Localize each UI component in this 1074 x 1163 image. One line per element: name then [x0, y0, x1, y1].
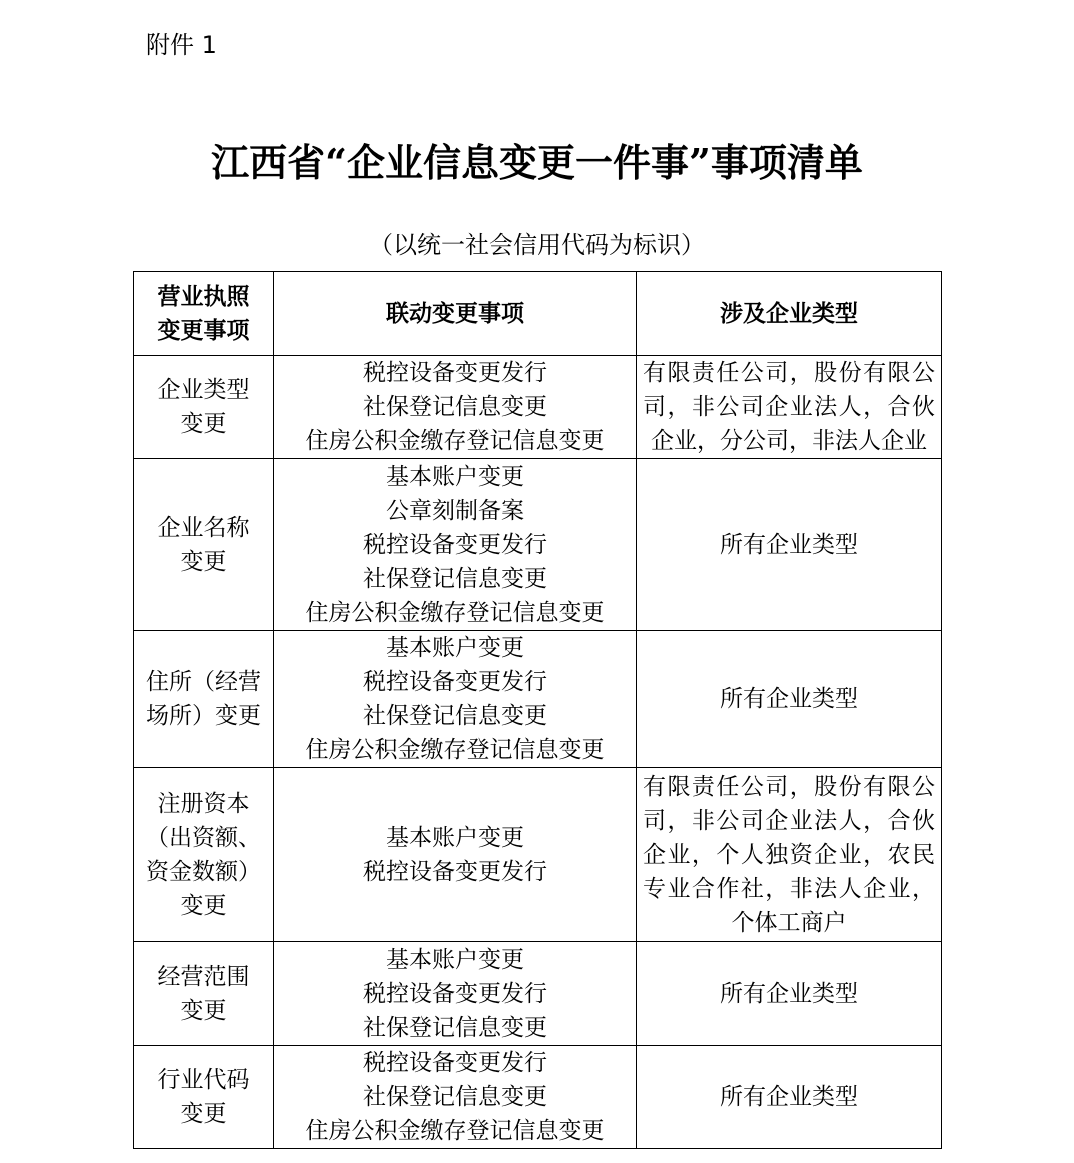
cell-text-line: 企业类型 [157, 377, 250, 403]
cell-text-line: 变更 [180, 1101, 227, 1127]
cell-text: 所有企业类型 [720, 980, 858, 1007]
change-item-cell [134, 942, 274, 1046]
change-item-cell [134, 768, 274, 942]
cell-text-line: 税控设备变更发行 [363, 669, 547, 695]
cell-text-line: 基本账户变更 [386, 946, 524, 973]
cell-text-line: 住房公积金缴存登记信息变更 [305, 428, 605, 454]
linked-changes-cell [274, 768, 637, 942]
cell-text: 所有企业类型 [720, 531, 858, 558]
table-header-row [134, 272, 942, 356]
cell-text-line: 基本账户变更 [386, 635, 524, 661]
cell-text-line: 住房公积金缴存登记信息变更 [305, 737, 605, 763]
cell-text: 有限责任公司，股份有限公司，非公司企业法人，合伙企业，个人独资企业，农民专业合作社，非法人企业，个体工商户 [643, 773, 935, 936]
document-subtitle: （以统一社会信用代码为标识） [369, 231, 705, 259]
cell-text-line: 税控设备变更发行 [363, 360, 547, 386]
enterprise-types-cell [637, 942, 942, 1046]
cell-text-line: 税控设备变更发行 [363, 531, 547, 558]
cell-text-line: 注册资本 [157, 790, 250, 817]
table-row [134, 768, 942, 942]
change-item-cell [134, 1046, 274, 1149]
header-text-line: 营业执照 [157, 282, 250, 310]
cell-text-line: 住所（经营 [146, 669, 261, 695]
enterprise-types-cell [637, 768, 942, 942]
cell-text-line: 社保登记信息变更 [363, 394, 547, 420]
linked-changes-cell [274, 356, 637, 459]
cell-text-line: 场所）变更 [146, 703, 261, 729]
cell-text-line: 住房公积金缴存登记信息变更 [305, 599, 605, 626]
cell-text-line: 变更 [180, 997, 227, 1024]
cell-text-line: 税控设备变更发行 [363, 1050, 547, 1076]
cell-text-line: 企业名称 [157, 514, 250, 541]
enterprise-types-cell [637, 459, 942, 631]
cell-text-line: 税控设备变更发行 [363, 858, 547, 885]
header-linked-changes [274, 272, 637, 356]
table-row [134, 631, 942, 768]
cell-text-line: 公章刻制备案 [386, 497, 524, 524]
cell-text-line: 社保登记信息变更 [363, 565, 547, 592]
header-text-line: 变更事项 [157, 316, 250, 344]
cell-text-line: 变更 [180, 548, 227, 575]
enterprise-types-cell [637, 1046, 942, 1149]
cell-text-line: 基本账户变更 [386, 463, 524, 490]
change-item-cell [134, 459, 274, 631]
linked-changes-cell [274, 459, 637, 631]
cell-text-line: 变更 [180, 411, 227, 437]
annex-label: 附件 1 [146, 31, 217, 59]
table-row [134, 459, 942, 631]
enterprise-types-cell [637, 356, 942, 459]
header-enterprise-types [637, 272, 942, 356]
table-row [134, 942, 942, 1046]
linked-changes-cell [274, 631, 637, 768]
header-text-line: 联动变更事项 [386, 299, 524, 327]
header-license-change-item [134, 272, 274, 356]
items-table [133, 271, 942, 1149]
cell-text-line: 基本账户变更 [386, 824, 524, 851]
table-row [134, 1046, 942, 1149]
cell-text-line: 资金数额） [146, 858, 261, 885]
cell-text-line: 行业代码 [157, 1067, 250, 1093]
change-item-cell [134, 631, 274, 768]
cell-text-line: 住房公积金缴存登记信息变更 [305, 1118, 605, 1144]
header-text-line: 涉及企业类型 [720, 299, 858, 327]
cell-text-line: 经营范围 [157, 963, 250, 990]
enterprise-types-cell [637, 631, 942, 768]
cell-text-line: （出资额、 [146, 824, 261, 851]
cell-text: 所有企业类型 [720, 686, 858, 712]
cell-text-line: 变更 [180, 892, 227, 919]
change-item-cell [134, 356, 274, 459]
cell-text-line: 社保登记信息变更 [363, 1084, 547, 1110]
linked-changes-cell [274, 942, 637, 1046]
cell-text: 所有企业类型 [720, 1084, 858, 1110]
linked-changes-cell [274, 1046, 637, 1149]
document-title: 江西省“企业信息变更一件事”事项清单 [211, 140, 863, 185]
cell-text-line: 社保登记信息变更 [363, 703, 547, 729]
cell-text-line: 税控设备变更发行 [363, 980, 547, 1007]
table-row [134, 356, 942, 459]
cell-text-line: 社保登记信息变更 [363, 1014, 547, 1041]
cell-text: 有限责任公司，股份有限公司，非公司企业法人，合伙企业，分公司，非法人企业 [643, 360, 935, 454]
